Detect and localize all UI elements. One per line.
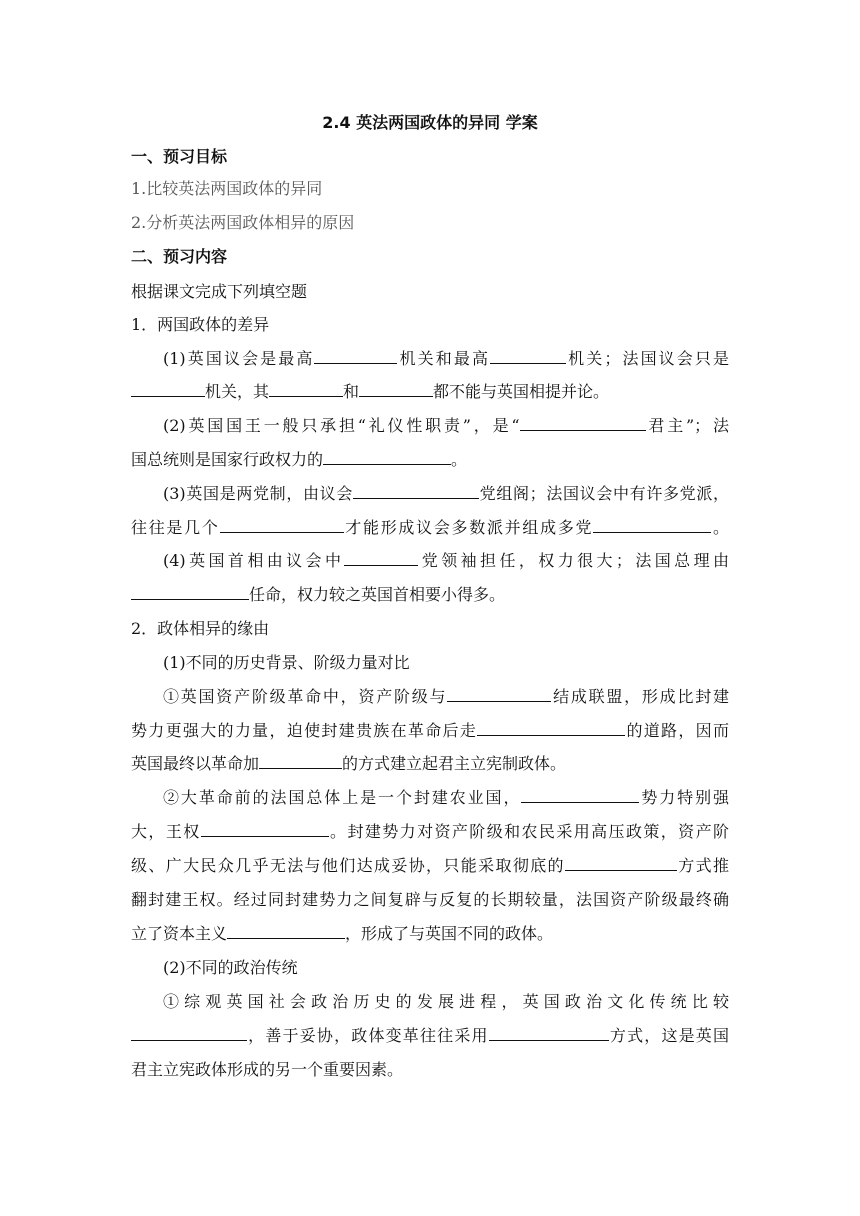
paragraph-line: 君主立宪政体形成的另一个重要因素。 [131,1060,404,1079]
blank-field[interactable] [359,381,433,397]
paragraph-line: 任命，权力较之英国首相要小得多。 [131,583,729,607]
paragraph-line: 翻封建王权。经过同封建势力之间复辟与反复的长期较量，法国资产阶级最终确 [131,890,729,909]
question-heading-2: 2．政体相异的缘由 [131,619,270,638]
paragraph-line: (3)英国是两党制，由议会 党组阁；法国议会中有许多党派， [163,484,729,503]
blank-field[interactable] [520,415,646,431]
blank-field[interactable] [344,550,418,566]
paragraph-line: ①综观英国社会政治历史的发展进程，英国政治文化传统比较 [163,992,729,1011]
blank-field[interactable] [220,517,344,533]
blank-field[interactable] [227,923,345,939]
goal-item-1: 1.比较英法两国政体的异同 [131,179,323,198]
goal-item-2: 2.分析英法两国政体相异的原因 [131,213,355,232]
blank-field[interactable] [323,449,451,465]
subheading: (1)不同的历史背景、阶级力量对比 [163,653,410,672]
paragraph-line: 机关，其 和 都不能与英国相提并论。 [131,380,729,404]
paragraph-line: ①英国资产阶级革命中，资产阶级与 结成联盟，形成比封建 [163,687,729,706]
blank-field[interactable] [477,720,625,736]
blank-field[interactable] [201,821,329,837]
paragraph-line: 势力更强大的力量，迫使封建贵族在革命后走 的道路，因而 [131,721,729,740]
blank-field[interactable] [489,1025,609,1041]
paragraph-line: 英国最终以革命加 的方式建立起君主立宪制政体。 [131,754,567,773]
paragraph-line: 国总统则是国家行政权力的 。 [131,450,468,469]
section-heading-content: 二、预习内容 [131,247,228,266]
paragraph-line: 级、广大民众几乎无法与他们达成妥协，只能采取彻底的 方式推 [131,856,729,875]
blank-field[interactable] [269,381,343,397]
paragraph-line: (1)英国议会是最高 机关和最高 机关；法国议会只是 [163,349,729,368]
question-heading-1: 1．两国政体的差异 [131,315,270,334]
paragraph-line: ，善于妥协，政体变革往往采用 方式，这是英国 [131,1024,729,1048]
blank-field[interactable] [131,1025,247,1041]
blank-field[interactable] [565,855,677,871]
blank-field[interactable] [131,381,205,397]
section-heading-goals: 一、预习目标 [131,147,228,166]
blank-field[interactable] [259,753,342,769]
paragraph-line: 大，王权 。封建势力对资产阶级和农民采用高压政策，资产阶 [131,822,729,841]
paragraph-line: (4)英国首相由议会中 党领袖担任，权力很大；法国总理由 [163,551,729,570]
blank-field[interactable] [490,348,566,364]
paragraph-line: 往往是几个 才能形成议会多数派并组成多党 。 [131,518,729,537]
page-title: 2.4 英法两国政体的异同 学案 [322,113,538,132]
paragraph-line: (2)英国国王一般只承担“礼仪性职责”，是“ 君主”；法 [163,416,729,435]
blank-field[interactable] [447,686,551,702]
blank-field[interactable] [521,787,639,803]
blank-field[interactable] [353,483,479,499]
paragraph-line: 立了资本主义 ，形成了与英国不同的政体。 [131,924,554,943]
subheading: (2)不同的政治传统 [163,958,298,977]
instruction-text: 根据课文完成下列填空题 [131,282,308,301]
blank-field[interactable] [131,584,249,600]
paragraph-line: ②大革命前的法国总体上是一个封建农业国， 势力特别强 [163,788,729,807]
blank-field[interactable] [593,517,711,533]
blank-field[interactable] [314,348,397,364]
